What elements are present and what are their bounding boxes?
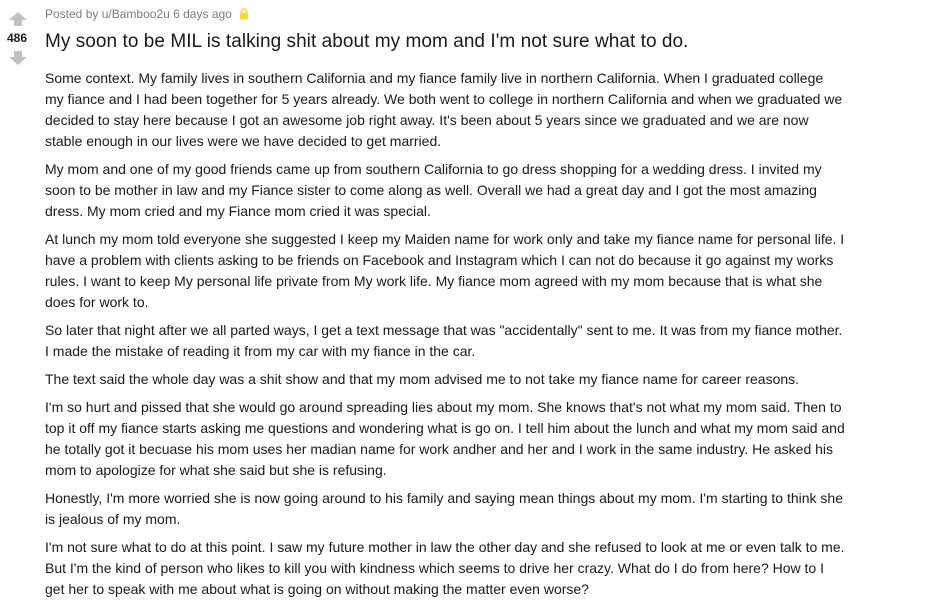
- body-paragraph: Honestly, I'm more worried she is now going around to his family and saying mean things about my mom. I'm starting to think she is jealous of my mom.: [45, 490, 844, 527]
- body-paragraph: The text said the whole day was a shit show and that my mom advised me to not take my fiance name for career reasons.: [45, 371, 800, 387]
- body-paragraph: At lunch my mom told everyone she suggested I keep my Maiden name for work only and take my fiance name for personal life. I have a problem with clients asking to be friends on Facebook and Instagram which I can not do because it go against my works rules. I want to keep My personal life private from My work life. My fiance mom agreed with my mom because that is what she does for work to.: [45, 231, 845, 310]
- body-paragraph: So later that night after we all parted ways, I get a text message that was "accidentally" sent to me. It was from my fiance mother. I made the mistake of reading it from my car with my fiance in the car.: [45, 322, 843, 359]
- posted-by-label: Posted by: [45, 7, 99, 21]
- post-title[interactable]: My soon to be MIL is talking shit about my mom and I'm not sure what to do.: [45, 31, 689, 52]
- body-paragraph: Some context. My family lives in southern California and my fiance family live in northern California. When I graduated college my fiance and I had been together for 5 years already. We both went to college in northern California and when we graduated we decided to stay here because I got an awesome job right away. It's been about 5 years since we graduated and we are now stable enough in our lives were we have decided to get married.: [45, 70, 843, 149]
- upvote-arrow-icon[interactable]: [8, 11, 28, 27]
- body-paragraph: I'm not sure what to do at this point. I saw my future mother in law the other day and she refused to look at me or even talk to me. But I'm the kind of person who likes to kill you with kindness which seems to drive her crazy. What do I do from here? How to I get her to speak with me about what is going on without making the matter even worse?: [45, 539, 845, 597]
- post-age: 6 days ago: [173, 7, 232, 21]
- vote-score: 486: [6, 31, 28, 45]
- lock-icon: [239, 8, 249, 20]
- author-link[interactable]: u/Bamboo2u: [101, 7, 170, 21]
- post-body: [45, 68, 845, 607]
- post-meta: [45, 7, 249, 21]
- downvote-arrow-icon[interactable]: [8, 50, 28, 66]
- body-paragraph: I'm so hurt and pissed that she would go around spreading lies about my mom. She knows that's not what my mom said. Then to top it off my fiance starts asking me questions and wondering what is go on. I tell him about the lunch and what my mom said and he totally got it becuase his mom uses her madian name for work andher and her and I work in the same industry. He asked his mom to apologize for what she said but she is refusing.: [45, 399, 845, 478]
- body-paragraph: My mom and one of my good friends came up from southern California to go dress shopping for a wedding dress. I invited my soon to be mother in law and my Fiance sister to come along as well. Overall we had a great day and I got the most amazing dress. My mom cried and my Fiance mom cried it was special.: [45, 161, 822, 219]
